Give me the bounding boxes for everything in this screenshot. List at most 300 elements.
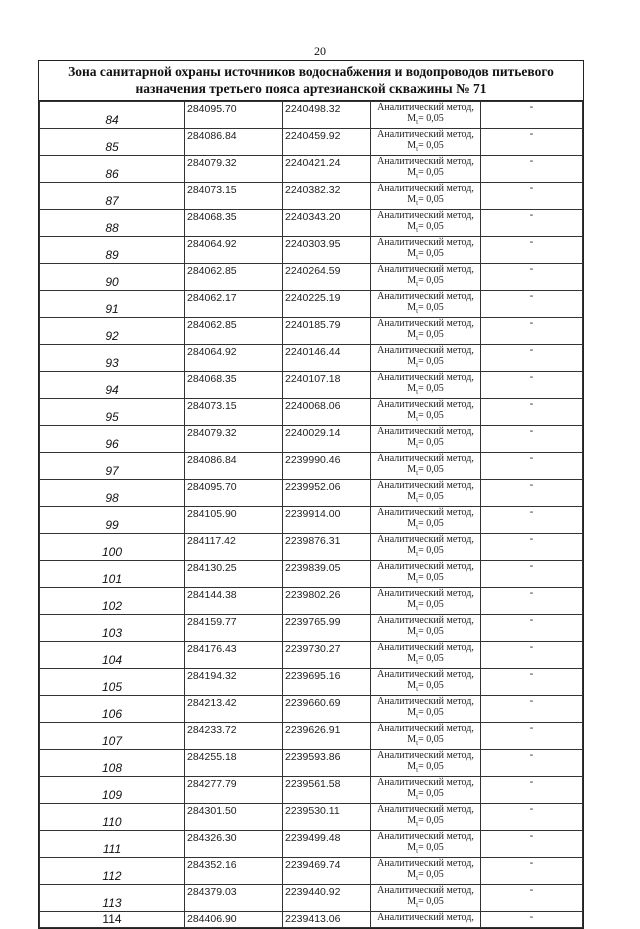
accuracy-symbol: M <box>407 437 417 448</box>
accuracy-subscript: t <box>416 766 419 774</box>
table-row <box>40 777 583 804</box>
table-row <box>40 264 583 291</box>
method-label: Аналитический метод, <box>377 183 474 194</box>
accuracy-symbol: M <box>407 248 417 259</box>
accuracy-subscript: t <box>416 442 419 450</box>
accuracy-value <box>371 518 480 533</box>
accuracy-symbol: M <box>407 491 417 502</box>
accuracy-symbol: M <box>407 572 417 583</box>
accuracy-number: = 0,05 <box>418 653 444 664</box>
method-cell <box>371 588 481 615</box>
method-cell <box>371 102 481 129</box>
x-coordinate-cell: 284079.32 <box>185 156 283 183</box>
note-cell: - <box>481 426 583 453</box>
method-cell <box>371 480 481 507</box>
x-coordinate-cell: 284062.85 <box>185 264 283 291</box>
table-row <box>40 885 583 912</box>
point-number-cell: 110 <box>40 804 185 831</box>
point-number-cell: 108 <box>40 750 185 777</box>
method-label: Аналитический метод, <box>377 507 474 518</box>
method-cell <box>371 831 481 858</box>
x-coordinate-cell: 284233.72 <box>185 723 283 750</box>
accuracy-value <box>371 275 480 290</box>
y-coordinate-cell: 2240068.06 <box>283 399 371 426</box>
x-coordinate-cell: 284073.15 <box>185 183 283 210</box>
method-label: Аналитический метод, <box>377 804 474 815</box>
accuracy-value <box>371 194 480 209</box>
note-cell: - <box>481 345 583 372</box>
method-label: Аналитический метод, <box>377 642 474 653</box>
table-row <box>40 102 583 129</box>
x-coordinate-cell: 284095.70 <box>185 102 283 129</box>
method-cell <box>371 453 481 480</box>
accuracy-symbol: M <box>407 599 417 610</box>
table-row <box>40 669 583 696</box>
note-cell: - <box>481 291 583 318</box>
accuracy-symbol: M <box>407 707 417 718</box>
method-label: Аналитический метод, <box>377 453 474 464</box>
method-cell <box>371 615 481 642</box>
accuracy-value <box>371 437 480 452</box>
y-coordinate-cell: 2239876.31 <box>283 534 371 561</box>
x-coordinate-cell: 284176.43 <box>185 642 283 669</box>
method-label: Аналитический метод, <box>377 777 474 788</box>
x-coordinate-cell: 284117.42 <box>185 534 283 561</box>
method-cell <box>371 534 481 561</box>
y-coordinate-cell: 2240459.92 <box>283 129 371 156</box>
accuracy-number: = 0,05 <box>418 167 444 178</box>
x-coordinate-cell: 284064.92 <box>185 345 283 372</box>
table-row <box>40 426 583 453</box>
x-coordinate-cell: 284352.16 <box>185 858 283 885</box>
accuracy-subscript: t <box>416 199 419 207</box>
accuracy-subscript: t <box>416 820 419 828</box>
method-label: Аналитический метод, <box>377 615 474 626</box>
x-coordinate-cell: 284194.32 <box>185 669 283 696</box>
accuracy-subscript: t <box>416 550 419 558</box>
note-cell: - <box>481 696 583 723</box>
accuracy-symbol: M <box>407 356 417 367</box>
y-coordinate-cell: 2240303.95 <box>283 237 371 264</box>
note-cell: - <box>481 615 583 642</box>
table-body <box>40 102 583 928</box>
table-row <box>40 723 583 750</box>
accuracy-number: = 0,05 <box>418 707 444 718</box>
accuracy-number: = 0,05 <box>418 491 444 502</box>
point-number-cell: 93 <box>40 345 185 372</box>
note-cell: - <box>481 372 583 399</box>
y-coordinate-cell: 2239499.48 <box>283 831 371 858</box>
accuracy-subscript: t <box>416 145 419 153</box>
method-label: Аналитический метод, <box>377 588 474 599</box>
point-number-cell: 112 <box>40 858 185 885</box>
accuracy-subscript: t <box>416 361 419 369</box>
method-cell <box>371 669 481 696</box>
point-number-cell: 98 <box>40 480 185 507</box>
note-cell: - <box>481 669 583 696</box>
accuracy-symbol: M <box>407 383 417 394</box>
note-cell: - <box>481 507 583 534</box>
coordinates-table-sheet <box>38 60 584 929</box>
accuracy-subscript: t <box>416 901 419 909</box>
accuracy-number: = 0,05 <box>418 545 444 556</box>
y-coordinate-cell: 2239593.86 <box>283 750 371 777</box>
accuracy-subscript: t <box>416 658 419 666</box>
y-coordinate-cell: 2239413.06 <box>283 912 371 928</box>
x-coordinate-cell: 284079.32 <box>185 426 283 453</box>
note-cell: - <box>481 264 583 291</box>
note-cell: - <box>481 642 583 669</box>
accuracy-number: = 0,05 <box>418 302 444 313</box>
table-title: Зона санитарной охраны источников водоснабжения и водопроводов питьевого назначения третьего пояса артезианской скважины № 71 <box>39 61 583 101</box>
accuracy-value <box>371 329 480 344</box>
point-number-cell: 96 <box>40 426 185 453</box>
accuracy-number: = 0,05 <box>418 437 444 448</box>
method-cell <box>371 642 481 669</box>
y-coordinate-cell: 2239765.99 <box>283 615 371 642</box>
table-row <box>40 696 583 723</box>
table-row <box>40 156 583 183</box>
accuracy-subscript: t <box>416 280 419 288</box>
x-coordinate-cell: 284105.90 <box>185 507 283 534</box>
table-row <box>40 372 583 399</box>
accuracy-number: = 0,05 <box>418 329 444 340</box>
point-number-cell: 101 <box>40 561 185 588</box>
note-cell: - <box>481 588 583 615</box>
method-cell <box>371 804 481 831</box>
method-cell <box>371 723 481 750</box>
method-cell <box>371 885 481 912</box>
point-number-cell: 113 <box>40 885 185 912</box>
table-row <box>40 858 583 885</box>
note-cell: - <box>481 129 583 156</box>
y-coordinate-cell: 2240382.32 <box>283 183 371 210</box>
y-coordinate-cell: 2239730.27 <box>283 642 371 669</box>
note-cell: - <box>481 750 583 777</box>
x-coordinate-cell: 284086.84 <box>185 129 283 156</box>
accuracy-number: = 0,05 <box>418 599 444 610</box>
accuracy-subscript: t <box>416 469 419 477</box>
point-number-cell: 100 <box>40 534 185 561</box>
accuracy-value <box>371 491 480 506</box>
accuracy-symbol: M <box>407 896 417 907</box>
accuracy-symbol: M <box>407 761 417 772</box>
table-row <box>40 210 583 237</box>
accuracy-value <box>371 113 480 128</box>
page-number: 20 <box>314 44 326 58</box>
method-cell <box>371 183 481 210</box>
accuracy-number: = 0,05 <box>418 356 444 367</box>
accuracy-number: = 0,05 <box>418 788 444 799</box>
accuracy-subscript: t <box>416 793 419 801</box>
method-label: Аналитический метод, <box>377 156 474 167</box>
method-label: Аналитический метод, <box>377 237 474 248</box>
method-label: Аналитический метод, <box>377 750 474 761</box>
y-coordinate-cell: 2239530.11 <box>283 804 371 831</box>
accuracy-symbol: M <box>407 626 417 637</box>
table-row <box>40 912 583 928</box>
x-coordinate-cell: 284068.35 <box>185 210 283 237</box>
point-number-cell: 92 <box>40 318 185 345</box>
accuracy-value <box>371 302 480 317</box>
method-label: Аналитический метод, <box>377 534 474 545</box>
accuracy-symbol: M <box>407 221 417 232</box>
method-cell <box>371 210 481 237</box>
method-label: Аналитический метод, <box>377 426 474 437</box>
method-cell <box>371 912 481 928</box>
accuracy-value <box>371 221 480 236</box>
note-cell: - <box>481 561 583 588</box>
point-number-cell: 109 <box>40 777 185 804</box>
table-row <box>40 453 583 480</box>
x-coordinate-cell: 284159.77 <box>185 615 283 642</box>
table-row <box>40 480 583 507</box>
method-label: Аналитический метод, <box>377 129 474 140</box>
y-coordinate-cell: 2239990.46 <box>283 453 371 480</box>
point-number-cell: 90 <box>40 264 185 291</box>
x-coordinate-cell: 284068.35 <box>185 372 283 399</box>
accuracy-subscript: t <box>416 739 419 747</box>
accuracy-value <box>371 572 480 587</box>
y-coordinate-cell: 2240264.59 <box>283 264 371 291</box>
y-coordinate-cell: 2239952.06 <box>283 480 371 507</box>
accuracy-value <box>371 761 480 776</box>
method-label: Аналитический метод, <box>377 399 474 410</box>
accuracy-number: = 0,05 <box>418 518 444 529</box>
x-coordinate-cell: 284277.79 <box>185 777 283 804</box>
accuracy-value <box>371 599 480 614</box>
accuracy-value <box>371 140 480 155</box>
accuracy-symbol: M <box>407 329 417 340</box>
method-label: Аналитический метод, <box>377 480 474 491</box>
method-label: Аналитический метод, <box>377 885 474 896</box>
table-row <box>40 129 583 156</box>
accuracy-subscript: t <box>416 307 419 315</box>
accuracy-symbol: M <box>407 275 417 286</box>
method-cell <box>371 237 481 264</box>
table-row <box>40 750 583 777</box>
accuracy-symbol: M <box>407 680 417 691</box>
x-coordinate-cell: 284213.42 <box>185 696 283 723</box>
accuracy-number: = 0,05 <box>418 761 444 772</box>
x-coordinate-cell: 284379.03 <box>185 885 283 912</box>
note-cell: - <box>481 318 583 345</box>
accuracy-symbol: M <box>407 302 417 313</box>
y-coordinate-cell: 2240498.32 <box>283 102 371 129</box>
y-coordinate-cell: 2240343.20 <box>283 210 371 237</box>
method-cell <box>371 156 481 183</box>
method-label: Аналитический метод, <box>377 210 474 221</box>
note-cell: - <box>481 210 583 237</box>
method-label: Аналитический метод, <box>377 345 474 356</box>
accuracy-subscript: t <box>416 685 419 693</box>
method-cell <box>371 264 481 291</box>
accuracy-value <box>371 734 480 749</box>
accuracy-value <box>371 545 480 560</box>
accuracy-subscript: t <box>416 253 419 261</box>
accuracy-symbol: M <box>407 464 417 475</box>
accuracy-subscript: t <box>416 577 419 585</box>
accuracy-symbol: M <box>407 410 417 421</box>
point-number-cell: 86 <box>40 156 185 183</box>
table-row <box>40 642 583 669</box>
y-coordinate-cell: 2239695.16 <box>283 669 371 696</box>
note-cell: - <box>481 102 583 129</box>
x-coordinate-cell: 284064.92 <box>185 237 283 264</box>
accuracy-subscript: t <box>416 226 419 234</box>
method-label: Аналитический метод, <box>377 831 474 842</box>
accuracy-number: = 0,05 <box>418 734 444 745</box>
point-number-cell: 111 <box>40 831 185 858</box>
x-coordinate-cell: 284326.30 <box>185 831 283 858</box>
point-number-cell: 106 <box>40 696 185 723</box>
point-number-cell: 102 <box>40 588 185 615</box>
point-number-cell: 87 <box>40 183 185 210</box>
accuracy-value <box>371 167 480 182</box>
y-coordinate-cell: 2239440.92 <box>283 885 371 912</box>
y-coordinate-cell: 2239561.58 <box>283 777 371 804</box>
accuracy-subscript: t <box>416 712 419 720</box>
accuracy-number: = 0,05 <box>418 248 444 259</box>
accuracy-subscript: t <box>416 496 419 504</box>
accuracy-value <box>371 248 480 263</box>
method-cell <box>371 777 481 804</box>
accuracy-subscript: t <box>416 172 419 180</box>
method-label: Аналитический метод, <box>377 372 474 383</box>
y-coordinate-cell: 2239914.00 <box>283 507 371 534</box>
y-coordinate-cell: 2240225.19 <box>283 291 371 318</box>
note-cell: - <box>481 885 583 912</box>
note-cell: - <box>481 183 583 210</box>
method-label: Аналитический метод, <box>377 696 474 707</box>
accuracy-value <box>371 356 480 371</box>
accuracy-symbol: M <box>407 869 417 880</box>
point-number-cell: 95 <box>40 399 185 426</box>
method-cell <box>371 750 481 777</box>
accuracy-value <box>371 896 480 911</box>
note-cell: - <box>481 858 583 885</box>
accuracy-number: = 0,05 <box>418 680 444 691</box>
point-number-cell: 88 <box>40 210 185 237</box>
note-cell: - <box>481 534 583 561</box>
method-label: Аналитический метод, <box>377 102 474 113</box>
x-coordinate-cell: 284144.38 <box>185 588 283 615</box>
accuracy-number: = 0,05 <box>418 896 444 907</box>
accuracy-symbol: M <box>407 653 417 664</box>
accuracy-number: = 0,05 <box>418 464 444 475</box>
method-cell <box>371 318 481 345</box>
accuracy-symbol: M <box>407 788 417 799</box>
y-coordinate-cell: 2239839.05 <box>283 561 371 588</box>
table-row <box>40 237 583 264</box>
accuracy-subscript: t <box>416 631 419 639</box>
note-cell: - <box>481 912 583 928</box>
accuracy-number: = 0,05 <box>418 221 444 232</box>
accuracy-subscript: t <box>416 334 419 342</box>
point-number-cell: 114 <box>40 912 185 928</box>
method-cell <box>371 399 481 426</box>
accuracy-number: = 0,05 <box>418 383 444 394</box>
x-coordinate-cell: 284062.17 <box>185 291 283 318</box>
accuracy-symbol: M <box>407 842 417 853</box>
accuracy-subscript: t <box>416 523 419 531</box>
accuracy-symbol: M <box>407 113 417 124</box>
table-row <box>40 183 583 210</box>
method-cell <box>371 372 481 399</box>
method-cell <box>371 345 481 372</box>
point-number-cell: 104 <box>40 642 185 669</box>
x-coordinate-cell: 284095.70 <box>185 480 283 507</box>
accuracy-subscript: t <box>416 604 419 612</box>
accuracy-subscript: t <box>416 388 419 396</box>
method-label: Аналитический метод, <box>377 912 474 923</box>
note-cell: - <box>481 804 583 831</box>
accuracy-symbol: M <box>407 518 417 529</box>
accuracy-number: = 0,05 <box>418 572 444 583</box>
point-number-cell: 94 <box>40 372 185 399</box>
table-row <box>40 291 583 318</box>
accuracy-value <box>371 788 480 803</box>
accuracy-symbol: M <box>407 140 417 151</box>
accuracy-value <box>371 680 480 695</box>
accuracy-value <box>371 383 480 398</box>
y-coordinate-cell: 2240029.14 <box>283 426 371 453</box>
method-cell <box>371 696 481 723</box>
accuracy-symbol: M <box>407 815 417 826</box>
method-label: Аналитический метод, <box>377 723 474 734</box>
accuracy-value <box>371 842 480 857</box>
accuracy-number: = 0,05 <box>418 275 444 286</box>
table-row <box>40 318 583 345</box>
x-coordinate-cell: 284073.15 <box>185 399 283 426</box>
note-cell: - <box>481 777 583 804</box>
note-cell: - <box>481 453 583 480</box>
point-number-cell: 105 <box>40 669 185 696</box>
accuracy-symbol: M <box>407 545 417 556</box>
y-coordinate-cell: 2240185.79 <box>283 318 371 345</box>
accuracy-number: = 0,05 <box>418 113 444 124</box>
note-cell: - <box>481 480 583 507</box>
point-number-cell: 89 <box>40 237 185 264</box>
accuracy-number: = 0,05 <box>418 194 444 205</box>
accuracy-symbol: M <box>407 194 417 205</box>
method-label: Аналитический метод, <box>377 318 474 329</box>
y-coordinate-cell: 2240107.18 <box>283 372 371 399</box>
method-label: Аналитический метод, <box>377 561 474 572</box>
x-coordinate-cell: 284301.50 <box>185 804 283 831</box>
coordinates-table <box>39 101 583 928</box>
table-row <box>40 561 583 588</box>
x-coordinate-cell: 284406.90 <box>185 912 283 928</box>
y-coordinate-cell: 2240146.44 <box>283 345 371 372</box>
note-cell: - <box>481 831 583 858</box>
accuracy-value <box>371 653 480 668</box>
accuracy-number: = 0,05 <box>418 140 444 151</box>
y-coordinate-cell: 2239802.26 <box>283 588 371 615</box>
x-coordinate-cell: 284255.18 <box>185 750 283 777</box>
method-cell <box>371 426 481 453</box>
x-coordinate-cell: 284062.85 <box>185 318 283 345</box>
accuracy-subscript: t <box>416 847 419 855</box>
point-number-cell: 84 <box>40 102 185 129</box>
method-label: Аналитический метод, <box>377 858 474 869</box>
note-cell: - <box>481 156 583 183</box>
y-coordinate-cell: 2240421.24 <box>283 156 371 183</box>
accuracy-number: = 0,05 <box>418 842 444 853</box>
table-row <box>40 588 583 615</box>
point-number-cell: 99 <box>40 507 185 534</box>
y-coordinate-cell: 2239660.69 <box>283 696 371 723</box>
